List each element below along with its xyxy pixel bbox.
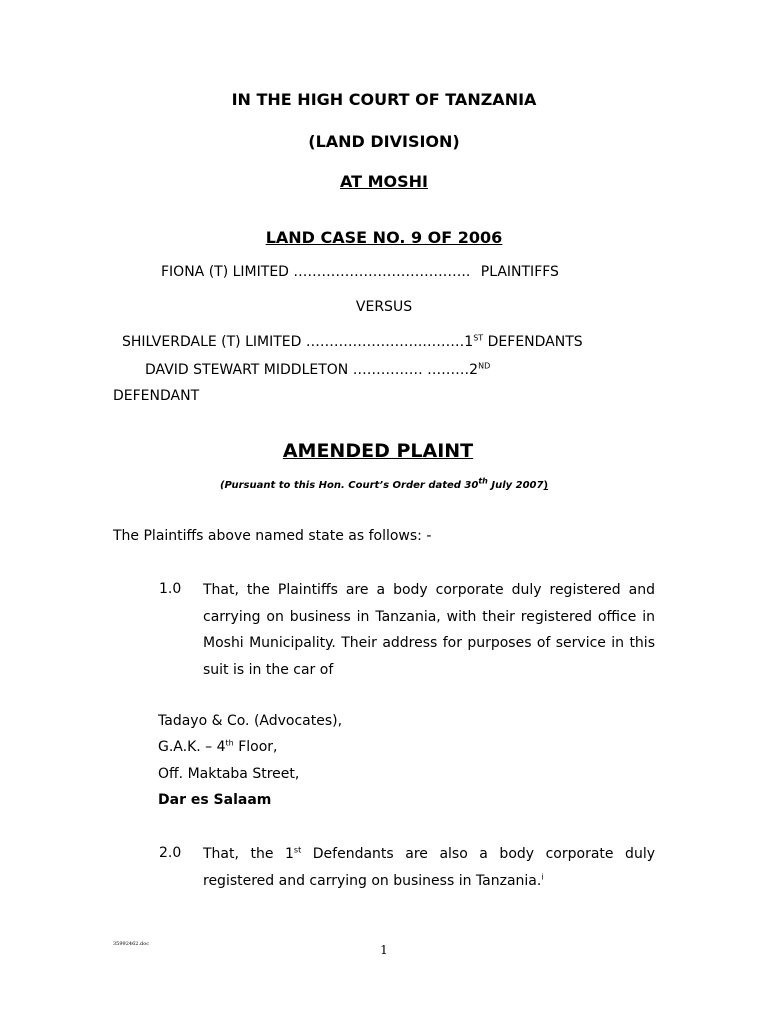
address-line2-sup: th — [225, 738, 234, 748]
subtitle-suffix: July 2007 — [487, 480, 544, 491]
para1-number: 1.0 — [159, 581, 182, 597]
subtitle-close: ) — [543, 480, 549, 491]
case-title: LAND CASE NO. 9 OF 2006 — [265, 228, 503, 247]
address-line1: Tadayo & Co. (Advocates), — [158, 713, 343, 729]
defendant2-name: DAVID STEWART MIDDLETON — [145, 362, 349, 378]
defendant2-dots: …………… ………2 — [352, 362, 479, 378]
plaintiff-line — [161, 264, 559, 280]
para2-prefix: That, the 1 — [203, 846, 294, 862]
intro-text: The Plaintiffs above named state as follows: - — [113, 528, 432, 544]
address-line3: Off. Maktaba Street, — [158, 766, 300, 782]
address-line2 — [158, 739, 277, 755]
subtitle-sup: th — [478, 476, 488, 486]
versus-label: VERSUS — [355, 299, 413, 315]
defendant1-name: SHILVERDALE (T) LIMITED — [122, 334, 302, 350]
defendant2-line — [145, 362, 490, 378]
defendant1-line — [122, 334, 583, 350]
para2-number: 2.0 — [159, 845, 182, 861]
plaintiff-dots: ……………………………….. — [293, 264, 471, 280]
plaintiff-name: FIONA (T) LIMITED — [161, 264, 289, 280]
para2-sup: st — [293, 845, 302, 855]
para1-text: That, the Plaintiffs are a body corporate duly registered and carrying on business in Tanzania, with their registered office in Moshi Municipality. Their address for purposes of service in this suit is in the car of — [203, 582, 655, 678]
para2-endnote-mark: i — [541, 871, 544, 881]
plaint-title: AMENDED PLAINT — [282, 440, 474, 462]
plaint-title-wrap — [0, 440, 768, 462]
footer-filename: 35992462.doc — [113, 941, 150, 947]
location-heading: AT MOSHI — [339, 172, 428, 191]
subtitle-prefix: (Pursuant to this Hon. Court’s Order dated 30 — [219, 480, 479, 491]
plaint-subtitle — [0, 476, 768, 491]
defendant1-dots: …………………….………1 — [305, 334, 474, 350]
court-heading: IN THE HIGH COURT OF TANZANIA — [231, 90, 537, 109]
address-line4: Dar es Salaam — [158, 792, 272, 808]
plaintiff-role: PLAINTIFFS — [480, 264, 559, 280]
defendant2-role: DEFENDANT — [113, 388, 200, 404]
defendant1-role: DEFENDANTS — [487, 334, 583, 350]
division-heading: (LAND DIVISION) — [308, 132, 460, 151]
address-line2-prefix: G.A.K. – 4 — [158, 739, 226, 755]
para2-text — [203, 841, 655, 894]
para2-body: Defendants are also a body corporate duly registered and carrying on business in Tanzania. — [203, 846, 655, 889]
page-number: 1 — [380, 943, 388, 957]
defendant2-sup: ND — [478, 361, 491, 371]
defendant1-sup: ST — [473, 333, 484, 343]
address-line2-suffix: Floor, — [233, 739, 278, 755]
